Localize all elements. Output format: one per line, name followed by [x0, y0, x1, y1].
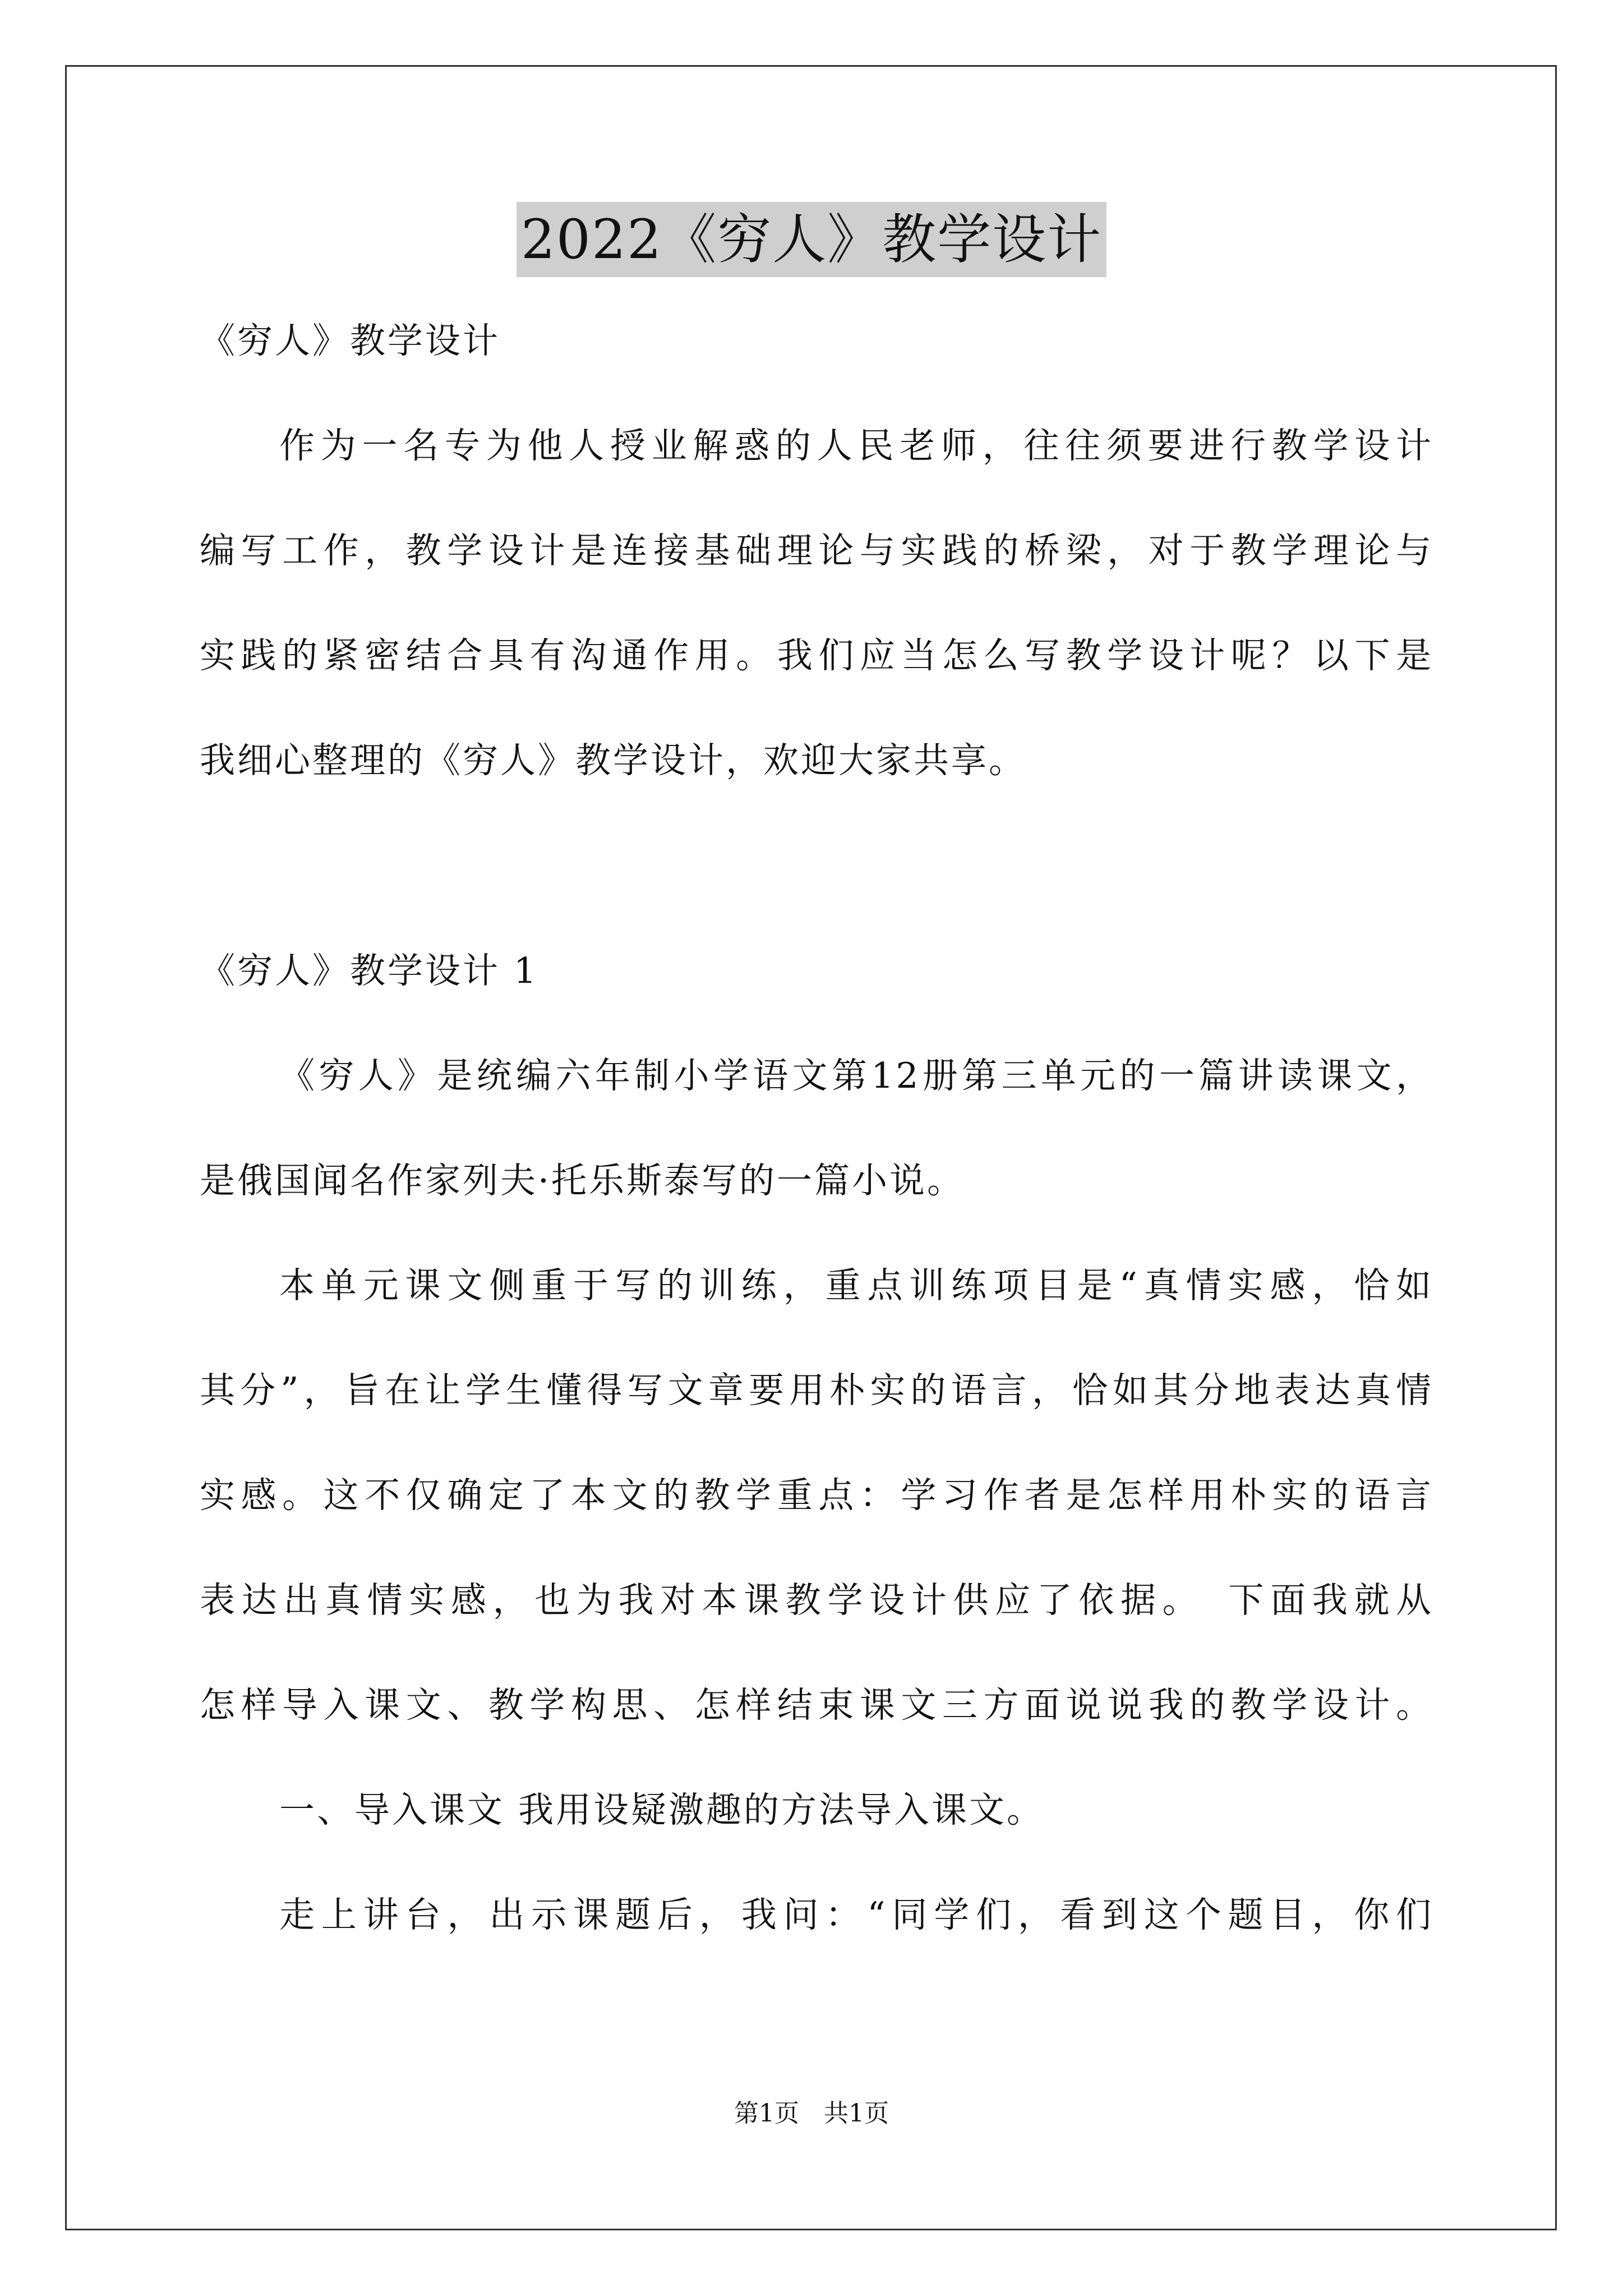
intro-line: 作为一名专为他人授业解惑的人民老师，往往须要进行教学设计 — [279, 425, 1433, 466]
intro-line: 我细心整理的《穷人》教学设计，欢迎大家共享。 — [200, 740, 1026, 781]
intro-line: 实践的紧密结合具有沟通作用。我们应当怎么写教学设计呢？以下是 — [200, 635, 1433, 676]
paragraph-line: 本单元课文侧重于写的训练，重点训练项目是“真情实感，恰如 — [279, 1265, 1433, 1306]
paragraph-line: 怎样导入课文、教学构思、怎样结束课文三方面说说我的教学设计。 — [200, 1685, 1433, 1726]
page-footer: 第1页 共1页 — [734, 2099, 889, 2128]
section-heading: 《穷人》教学设计 1 — [200, 950, 539, 991]
title-area — [0, 202, 1623, 277]
paragraph-line: 表达出真情实感，也为我对本课教学设计供应了依据。 下面我就从 — [200, 1580, 1433, 1621]
paragraph-line: 其分”，旨在让学生懂得写文章要用朴实的语言，恰如其分地表达真情 — [200, 1370, 1433, 1411]
paragraph-line: 一、导入课文 我用设疑激趣的方法导入课文。 — [279, 1789, 1045, 1830]
document-title: 2022《穷人》教学设计 — [517, 202, 1106, 277]
paragraph-line: 走上讲台，出示课题后，我问：“同学们，看到这个题目，你们 — [279, 1894, 1433, 1935]
intro-line: 编写工作，教学设计是连接基础理论与实践的桥梁，对于教学理论与 — [200, 530, 1433, 571]
paragraph-line: 是俄国闻名作家列夫·托乐斯泰写的一篇小说。 — [200, 1160, 965, 1201]
paragraph-line: 实感。这不仅确定了本文的教学重点：学习作者是怎样用朴实的语言 — [200, 1475, 1433, 1516]
subtitle: 《穷人》教学设计 — [200, 320, 500, 361]
document-body — [200, 314, 1433, 1941]
paragraph-line: 《穷人》是统编六年制小学语文第12册第三单元的一篇讲读课文， — [279, 1055, 1433, 1096]
